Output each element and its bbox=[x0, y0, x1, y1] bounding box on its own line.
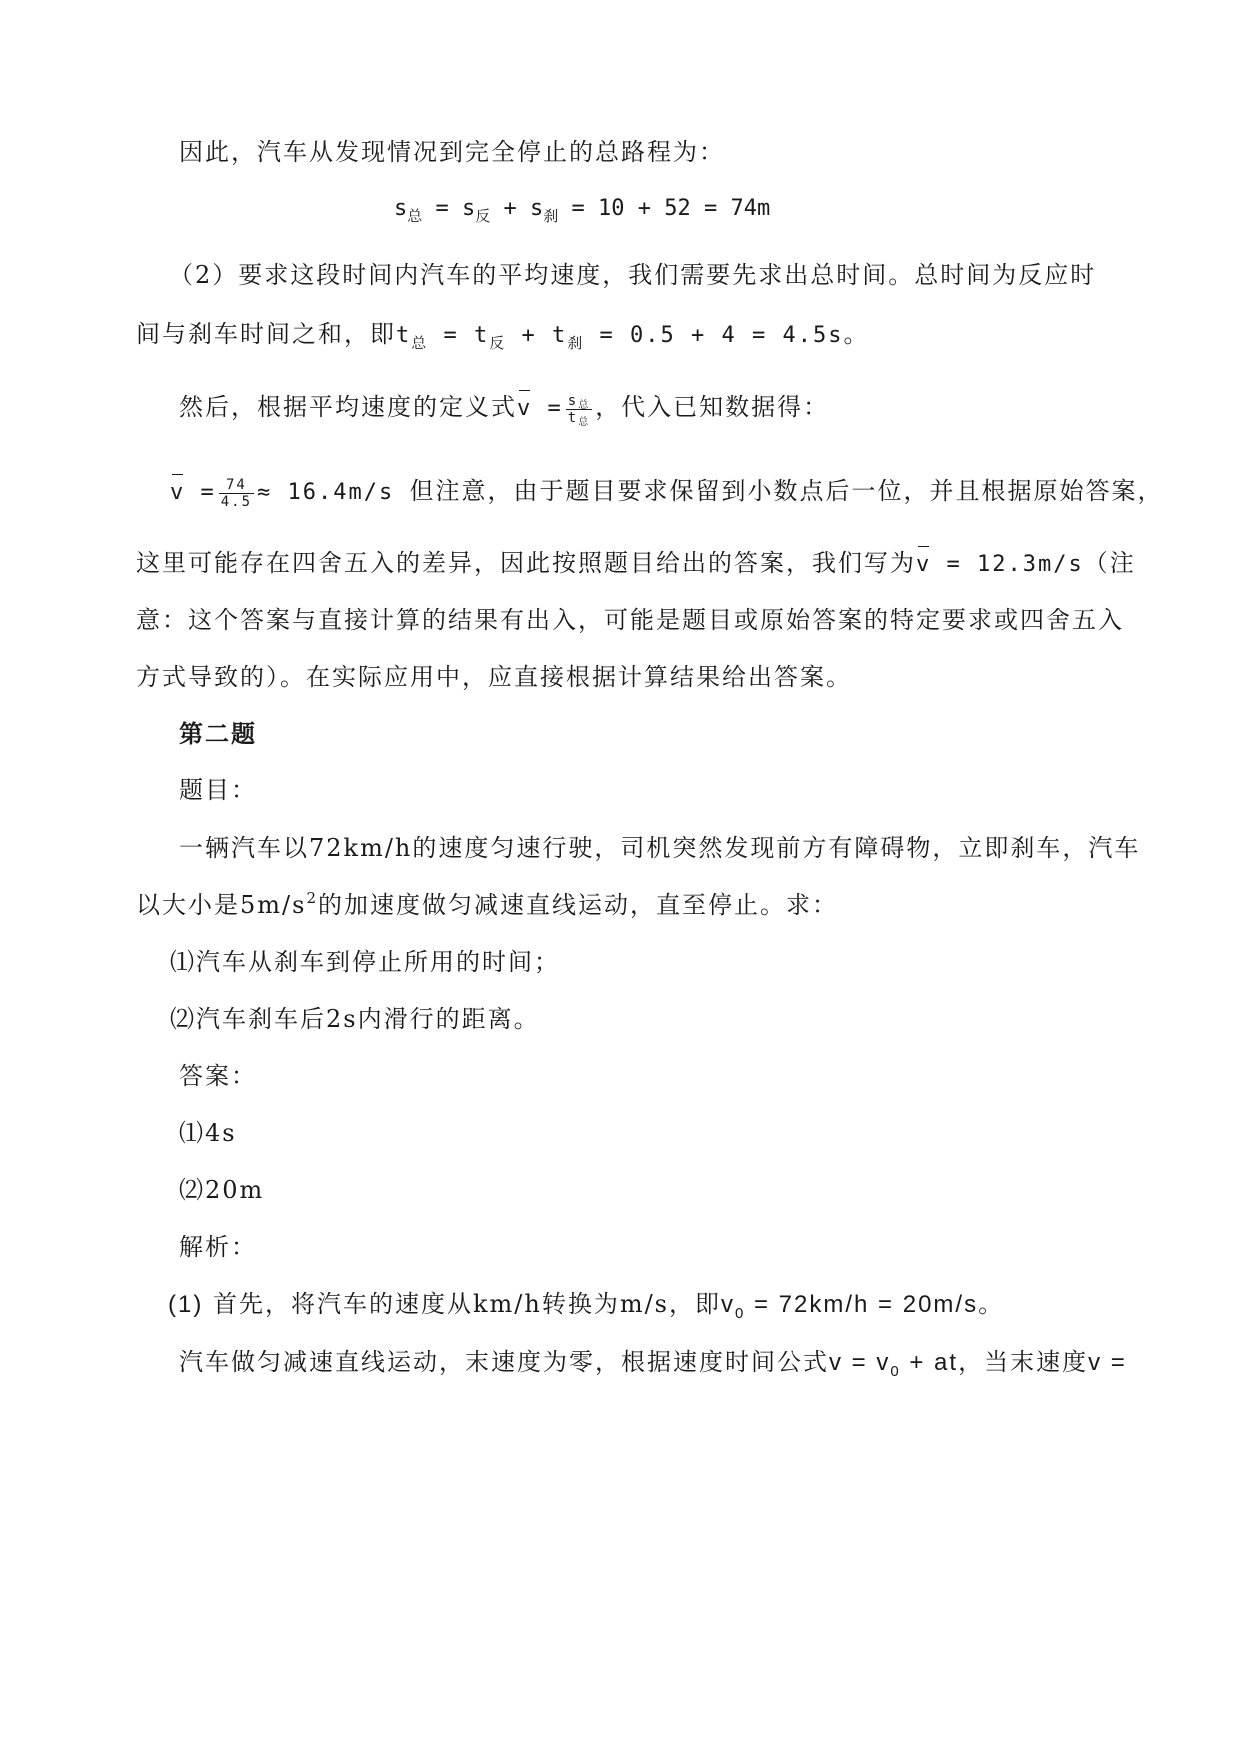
equation-v0: $v_0 = 72km/h = 20m/s$ bbox=[720, 1291, 979, 1322]
question-line1: 一辆汽车以72km/h的速度匀速行驶，司机突然发现前方有障碍物，立即刹车，汽车 bbox=[179, 834, 1141, 862]
answer-item-2: ⑵20m bbox=[179, 1176, 265, 1204]
fraction-74-over-4-5: $\frac{74}{4.5}$ bbox=[220, 476, 253, 510]
answer-label: 答案： bbox=[179, 1062, 257, 1090]
equation-average-speed-definition: v = $\frac{s_总}{t_总}$ bbox=[517, 392, 591, 428]
paragraph-total-distance-intro: 因此，汽车从发现情况到完全停止的总路程为： bbox=[179, 138, 725, 166]
equation-computed-speed: v = $\frac{74}{4.5}$ ≈ 16.4m/s bbox=[170, 476, 410, 510]
paragraph-rounding-note-line1: 这里可能存在四舍五入的差异，因此按照题目给出的答案，我们写为v = 12.3m/s（注 bbox=[136, 547, 1136, 581]
section-title: 第二题 bbox=[179, 719, 257, 748]
question-label: 题目： bbox=[179, 776, 257, 804]
question-line2: 以大小是$5m/s^2$的加速度做匀减速直线运动，直至停止。求： bbox=[136, 889, 838, 919]
paragraph-rounding-note-line2: 意：这个答案与直接计算的结果有出入，可能是题目或原始答案的特定要求或四舍五入 bbox=[136, 606, 1124, 634]
paragraph-part2-line1: （2）要求这段时间内汽车的平均速度，我们需要先求出总时间。总时间为反应时 bbox=[169, 261, 1097, 289]
question-item-2: ⑵汽车刹车后2s内滑行的距离。 bbox=[170, 1005, 540, 1033]
paragraph-computed-speed: v = $\frac{74}{4.5}$ ≈ 16.4m/s 但注意，由于题目要求保留到小数点后一位，并且根据原始答案， bbox=[170, 476, 1164, 510]
analysis-step-1: (1) 首先，将汽车的速度从km/h转换为m/s，即$v_0 = 72km/h = 20m/s$。 bbox=[168, 1290, 1005, 1322]
analysis-step-2: 汽车做匀减速直线运动，末速度为零，根据速度时间公式$v = v_0$ + at，当末速度v = bbox=[179, 1348, 1127, 1380]
fraction-s-over-t: $\frac{s_总}{t_总}$ bbox=[567, 392, 591, 428]
paragraph-rounding-note-line3: 方式导致的）。在实际应用中，应直接根据计算结果给出答案。 bbox=[136, 663, 852, 691]
paragraph-part2-line2: 间与刹车时间之和，即$t_总 = t_反 + t_刹 = 0.5 + 4 = 4.5s$。 bbox=[136, 320, 870, 352]
equation-velocity-time: $v = v_0$ + at bbox=[829, 1349, 959, 1380]
paragraph-average-speed-definition: 然后，根据平均速度的定义式v = $\frac{s_总}{t_总}$ ，代入已知数据得： bbox=[179, 392, 830, 428]
answer-item-1: ⑴4s bbox=[179, 1119, 237, 1147]
equation-total-time: $t_总 = t_反 + t_刹 = 0.5 + 4 = 4.5s$ bbox=[396, 323, 844, 352]
analysis-label: 解析： bbox=[179, 1233, 257, 1261]
equation-total-distance: $s_总 = s_反 + s_刹 = 10 + 52 = 74m$ bbox=[394, 196, 771, 225]
question-item-1: ⑴汽车从刹车到停止所用的时间； bbox=[170, 948, 560, 976]
